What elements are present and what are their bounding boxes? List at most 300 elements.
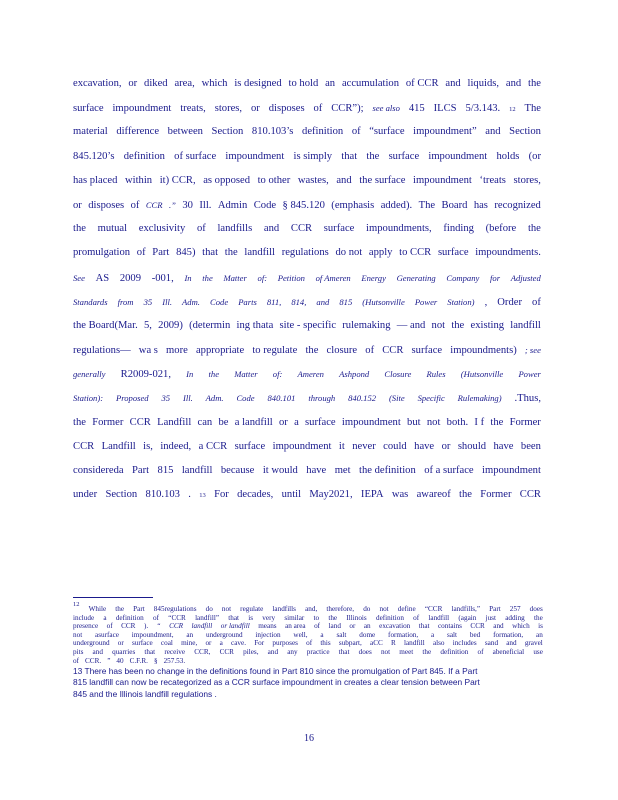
word: 845.120’s (73, 150, 115, 162)
word: 5, (143, 319, 152, 331)
word: Section (105, 489, 138, 501)
word: of (196, 223, 206, 235)
word: impoundment (272, 440, 332, 452)
word: R (391, 639, 396, 648)
word: Power (518, 369, 541, 380)
word: the (115, 605, 125, 613)
word: See (73, 272, 85, 283)
word: CCR (219, 647, 234, 656)
word: to hold (288, 78, 319, 89)
word: excavation (379, 622, 411, 631)
word: a (103, 613, 107, 622)
word: of (73, 656, 79, 665)
word: impoundments. (475, 247, 541, 259)
word: the definition (359, 465, 416, 476)
word: just (485, 613, 496, 622)
word: 811, (266, 296, 282, 307)
word: Generating (396, 272, 436, 283)
word: ILCS (433, 103, 457, 115)
word: excavation, (73, 78, 122, 89)
word: site - specific (279, 319, 337, 331)
text-line (73, 72, 541, 96)
word: (Site (388, 393, 405, 404)
word: CCR, (194, 647, 211, 656)
word: not (73, 630, 83, 639)
word: landfill (191, 622, 213, 631)
word: Ill. (199, 199, 212, 211)
word: the (73, 416, 86, 428)
word: that (418, 622, 430, 631)
word: use (533, 647, 543, 656)
word: an (536, 630, 543, 639)
word: landfill (428, 613, 450, 622)
word: or (73, 199, 82, 211)
word: or (441, 440, 451, 452)
word: Landfill (157, 416, 192, 428)
word: include (73, 613, 95, 622)
word: 30 (182, 199, 193, 211)
word: similar (284, 613, 305, 622)
word: regulations— (73, 345, 131, 357)
text-line (73, 266, 541, 290)
word: Rules (426, 369, 446, 380)
word: for (490, 272, 501, 283)
word: landfill (181, 465, 213, 476)
word: CCR (73, 440, 95, 452)
word: not (426, 416, 441, 428)
word: contains (437, 622, 462, 631)
word: definition (302, 126, 344, 138)
word: and (263, 223, 280, 235)
word: .Thus, (514, 393, 541, 405)
word: considereda (73, 465, 124, 476)
word: 35 (143, 296, 153, 307)
word: the (366, 150, 380, 162)
word: cave. (231, 639, 246, 648)
word: Part (489, 605, 501, 613)
word: the surface (359, 174, 406, 186)
text-line (73, 290, 541, 314)
text-line (73, 193, 541, 217)
word: definition (375, 613, 404, 622)
footnote-12-line (73, 648, 543, 657)
word: or (117, 639, 124, 648)
word: of (153, 613, 160, 622)
word: In (186, 369, 194, 380)
word: impoundment (341, 416, 401, 428)
word: CCR (382, 345, 404, 357)
word: the (534, 613, 543, 622)
word: holds (496, 150, 520, 162)
word: (or (528, 150, 541, 162)
word: Ashpond (339, 369, 370, 380)
text-line (73, 386, 541, 410)
word: that (144, 647, 156, 656)
word: Landfill (101, 440, 136, 452)
word: do (363, 605, 371, 613)
word: IEPA (360, 489, 384, 501)
word: pits (73, 647, 84, 656)
word: an (325, 78, 336, 89)
text-line: surface impoundment treats, stores, or disposes of CCR”); see also 415 ILCS 5/3.143. 12 The (73, 96, 541, 120)
word: abeneficial (492, 647, 525, 656)
word: as opposed (203, 174, 250, 186)
word: Energy (361, 272, 386, 283)
word: Illinois (346, 613, 367, 622)
word: . (188, 489, 191, 501)
word: 5/3.143. (465, 103, 501, 115)
word: exclusivity (138, 223, 186, 235)
word: presence (73, 622, 99, 631)
word: Adm. (205, 393, 224, 404)
word: Company (446, 272, 480, 283)
word: Code (236, 393, 255, 404)
word: For (214, 489, 229, 501)
footnote-13-line: 13 There has been no change in the definitions found in Part 810 since the promulgation of Part 845. If a Part (73, 666, 478, 677)
word: 257.53. (163, 656, 186, 665)
word: difference (116, 126, 160, 138)
word: salt (336, 630, 347, 639)
word: material (73, 126, 108, 138)
word: have (493, 440, 514, 452)
text-line (73, 145, 541, 169)
word: is, (143, 440, 153, 452)
word: have (306, 465, 327, 476)
text-line (73, 241, 541, 265)
footnote-12-line (73, 657, 543, 666)
word: of: (257, 272, 268, 283)
word: of surface (174, 150, 217, 162)
word: mutual (97, 223, 128, 235)
word: (Hutsonville (362, 296, 405, 307)
word: of: (272, 369, 283, 380)
word: the (328, 613, 338, 622)
word: 257 (509, 605, 521, 613)
word: area, (174, 78, 195, 89)
word: CCR (519, 489, 541, 501)
word: CCR (470, 622, 485, 631)
text-line (73, 314, 541, 338)
word: quarries (112, 647, 136, 656)
word: a (320, 630, 324, 639)
word: added). (380, 199, 413, 211)
word: surface (323, 223, 355, 235)
word: is simply (293, 150, 333, 162)
word: can (197, 416, 213, 428)
word: 810.103 (145, 489, 180, 501)
word: I f (474, 416, 485, 428)
word: 2009 (119, 272, 142, 284)
word: CCR (121, 622, 136, 631)
word: and (316, 296, 330, 307)
word: § 845.120 (282, 199, 325, 211)
word: the (224, 247, 238, 259)
word: it (338, 440, 345, 452)
word: Station) (447, 296, 475, 307)
word: or landfill (220, 622, 250, 631)
word: Former (480, 489, 512, 501)
word: it would (262, 465, 298, 476)
word: and (92, 647, 103, 656)
word: The (524, 103, 541, 115)
word: of (532, 296, 541, 308)
word: have (414, 440, 435, 452)
word: wa s (138, 345, 158, 357)
word: which (201, 78, 228, 89)
word: or (128, 78, 138, 89)
word: Specific (417, 393, 445, 404)
word: a (219, 639, 223, 648)
word: Code (253, 199, 277, 211)
word: to (313, 613, 320, 622)
word: the (528, 78, 541, 89)
word: Admin (217, 199, 248, 211)
page-number: 16 (304, 733, 314, 744)
word: impoundments, (366, 223, 432, 235)
text-line (73, 459, 541, 483)
word: is (248, 613, 254, 622)
word: stores, (214, 103, 243, 115)
word: the (527, 223, 541, 235)
word: very (262, 613, 276, 622)
word: an area (285, 622, 306, 631)
word: 40 (116, 656, 124, 665)
word: Closure (384, 369, 412, 380)
word: coal (160, 639, 173, 648)
word: landfill” (195, 613, 220, 622)
footnote-12-line (73, 631, 543, 640)
word: C.F.R. (129, 656, 148, 665)
word: not (221, 605, 232, 613)
word: (Hutsonville (460, 369, 504, 380)
word: 12 (73, 601, 80, 608)
word: (determin (189, 319, 231, 331)
word: an (186, 630, 194, 639)
word: more (166, 345, 188, 357)
word: and (505, 78, 522, 89)
word: but (407, 416, 421, 428)
text-line (73, 411, 541, 435)
word: formation, (388, 630, 419, 639)
word: of (351, 126, 361, 138)
word: a (431, 630, 435, 639)
word: disposes (88, 199, 125, 211)
word: landfills (272, 605, 296, 613)
word: , (484, 296, 488, 308)
word: to regulate (252, 345, 298, 357)
word: injection (255, 630, 281, 639)
word: -001, (151, 272, 174, 284)
word: CCR (169, 622, 184, 631)
word: therefore, (326, 605, 355, 613)
word: accumulation (341, 78, 400, 89)
word: of (413, 613, 420, 622)
footnote-12-line (73, 601, 543, 614)
word: the (459, 489, 472, 501)
word: 845) (176, 247, 196, 259)
word: Adjusted (510, 272, 541, 283)
word: that (338, 647, 350, 656)
text-line (73, 362, 541, 386)
word: until (281, 489, 302, 501)
word: The (418, 199, 436, 211)
word: definition (115, 613, 144, 622)
word: to other (257, 174, 291, 186)
word: impoundment (413, 174, 472, 186)
word: of (314, 622, 321, 631)
word: Matter (234, 369, 258, 380)
word: underground (73, 639, 110, 648)
word: Part (152, 247, 170, 259)
word: surface (131, 639, 153, 648)
word: CCR. (85, 656, 102, 665)
word: Board (441, 199, 468, 211)
word: Station): (73, 393, 104, 404)
word: any (287, 647, 298, 656)
word: ). (143, 622, 149, 631)
word: the (73, 223, 86, 235)
word: see also (372, 103, 400, 114)
body-text (73, 72, 541, 507)
word: definition (440, 647, 469, 656)
text-line (73, 338, 541, 362)
word: “ (156, 622, 161, 631)
word: that (202, 247, 219, 259)
word: AS (95, 272, 110, 284)
word: finding (443, 223, 474, 235)
word: that (228, 613, 240, 622)
word: of (313, 103, 323, 115)
word: surface (73, 103, 104, 115)
word: Part (133, 605, 145, 613)
word: Parts (238, 296, 257, 307)
text-line (73, 169, 541, 193)
word: and (267, 647, 279, 656)
word: Adm. (182, 296, 200, 307)
word: the (202, 272, 213, 283)
word: (again (458, 613, 477, 622)
word: or (349, 622, 356, 631)
word: “CCR (424, 605, 443, 613)
word: well, (293, 630, 308, 639)
word: piles, (243, 647, 259, 656)
word: the (490, 416, 504, 428)
word: May2021, (309, 489, 353, 501)
word: sand (484, 639, 499, 648)
word: from (117, 296, 134, 307)
word: through (308, 393, 336, 404)
word: the (208, 369, 220, 380)
word: 840.152 (348, 393, 377, 404)
word: regulations (281, 247, 329, 259)
footnote-12-line (73, 639, 543, 648)
word: recognized (494, 199, 541, 211)
word: or (278, 416, 288, 428)
word: been (520, 440, 541, 452)
word: “surface (369, 126, 405, 138)
word: met (334, 465, 351, 476)
word: .” (168, 199, 176, 210)
word: Rulemaking) (457, 393, 502, 404)
word: and, (305, 605, 318, 613)
footnote-13-line: 815 landfill can now be recategorized as a CCR surface impoundment in creates a clear tension between Part (73, 677, 480, 688)
word: or (250, 103, 260, 115)
text-line (73, 217, 541, 241)
word: impoundments) (450, 345, 517, 357)
word: impoundment (428, 150, 488, 162)
word: 2009) (158, 319, 183, 331)
word: and (485, 126, 501, 138)
word: (before (485, 223, 517, 235)
word: should (457, 440, 487, 452)
word: land (328, 622, 341, 631)
word: the (305, 345, 319, 357)
word: impoundment” (413, 126, 477, 138)
word: 840.101 (267, 393, 296, 404)
word: under (73, 489, 98, 501)
word: impoundment, (131, 630, 174, 639)
word: Ill. (182, 393, 193, 404)
word: CCR (290, 223, 313, 235)
word: While (88, 605, 107, 613)
word: of (477, 647, 484, 656)
word: For (254, 639, 265, 648)
word: 815 (339, 296, 353, 307)
word: CCR”); (331, 103, 364, 115)
word: practice (306, 647, 330, 656)
word: does (529, 605, 543, 613)
word: (emphasis (331, 199, 375, 211)
word: landfill (404, 639, 425, 648)
word: purposes (272, 639, 298, 648)
word: between (167, 126, 203, 138)
footnote-13-line: 845 and the Illinois landfill regulations . (73, 688, 217, 699)
word: impoundment (112, 103, 172, 115)
word: decades, (237, 489, 274, 501)
word: Section (211, 126, 244, 138)
word: does (358, 647, 372, 656)
word: has (473, 199, 488, 211)
word: do not (335, 247, 363, 259)
word: that (341, 150, 358, 162)
word: the Board(Mar. (73, 319, 138, 331)
word: includes (452, 639, 477, 648)
word: treats, (180, 103, 206, 115)
word: closure (326, 345, 358, 357)
word: because (220, 465, 255, 476)
word: adding (505, 613, 525, 622)
word: 415 (408, 103, 425, 115)
word: both. (446, 416, 469, 428)
word: and (506, 639, 517, 648)
word: bed (469, 630, 481, 639)
word: Section (509, 126, 541, 138)
word: this (320, 639, 331, 648)
word: surface (437, 247, 469, 259)
word: Power (414, 296, 438, 307)
word: Part (132, 465, 150, 476)
word: landfills,” (451, 605, 481, 613)
word: — and (396, 319, 426, 331)
word: meet (399, 647, 414, 656)
word: Code (210, 296, 229, 307)
word: surface (305, 416, 336, 428)
word: Former (509, 416, 541, 428)
word: landfill (244, 247, 275, 259)
word: rulemaking (342, 319, 391, 331)
word: the (422, 647, 432, 656)
word: § (153, 656, 158, 665)
